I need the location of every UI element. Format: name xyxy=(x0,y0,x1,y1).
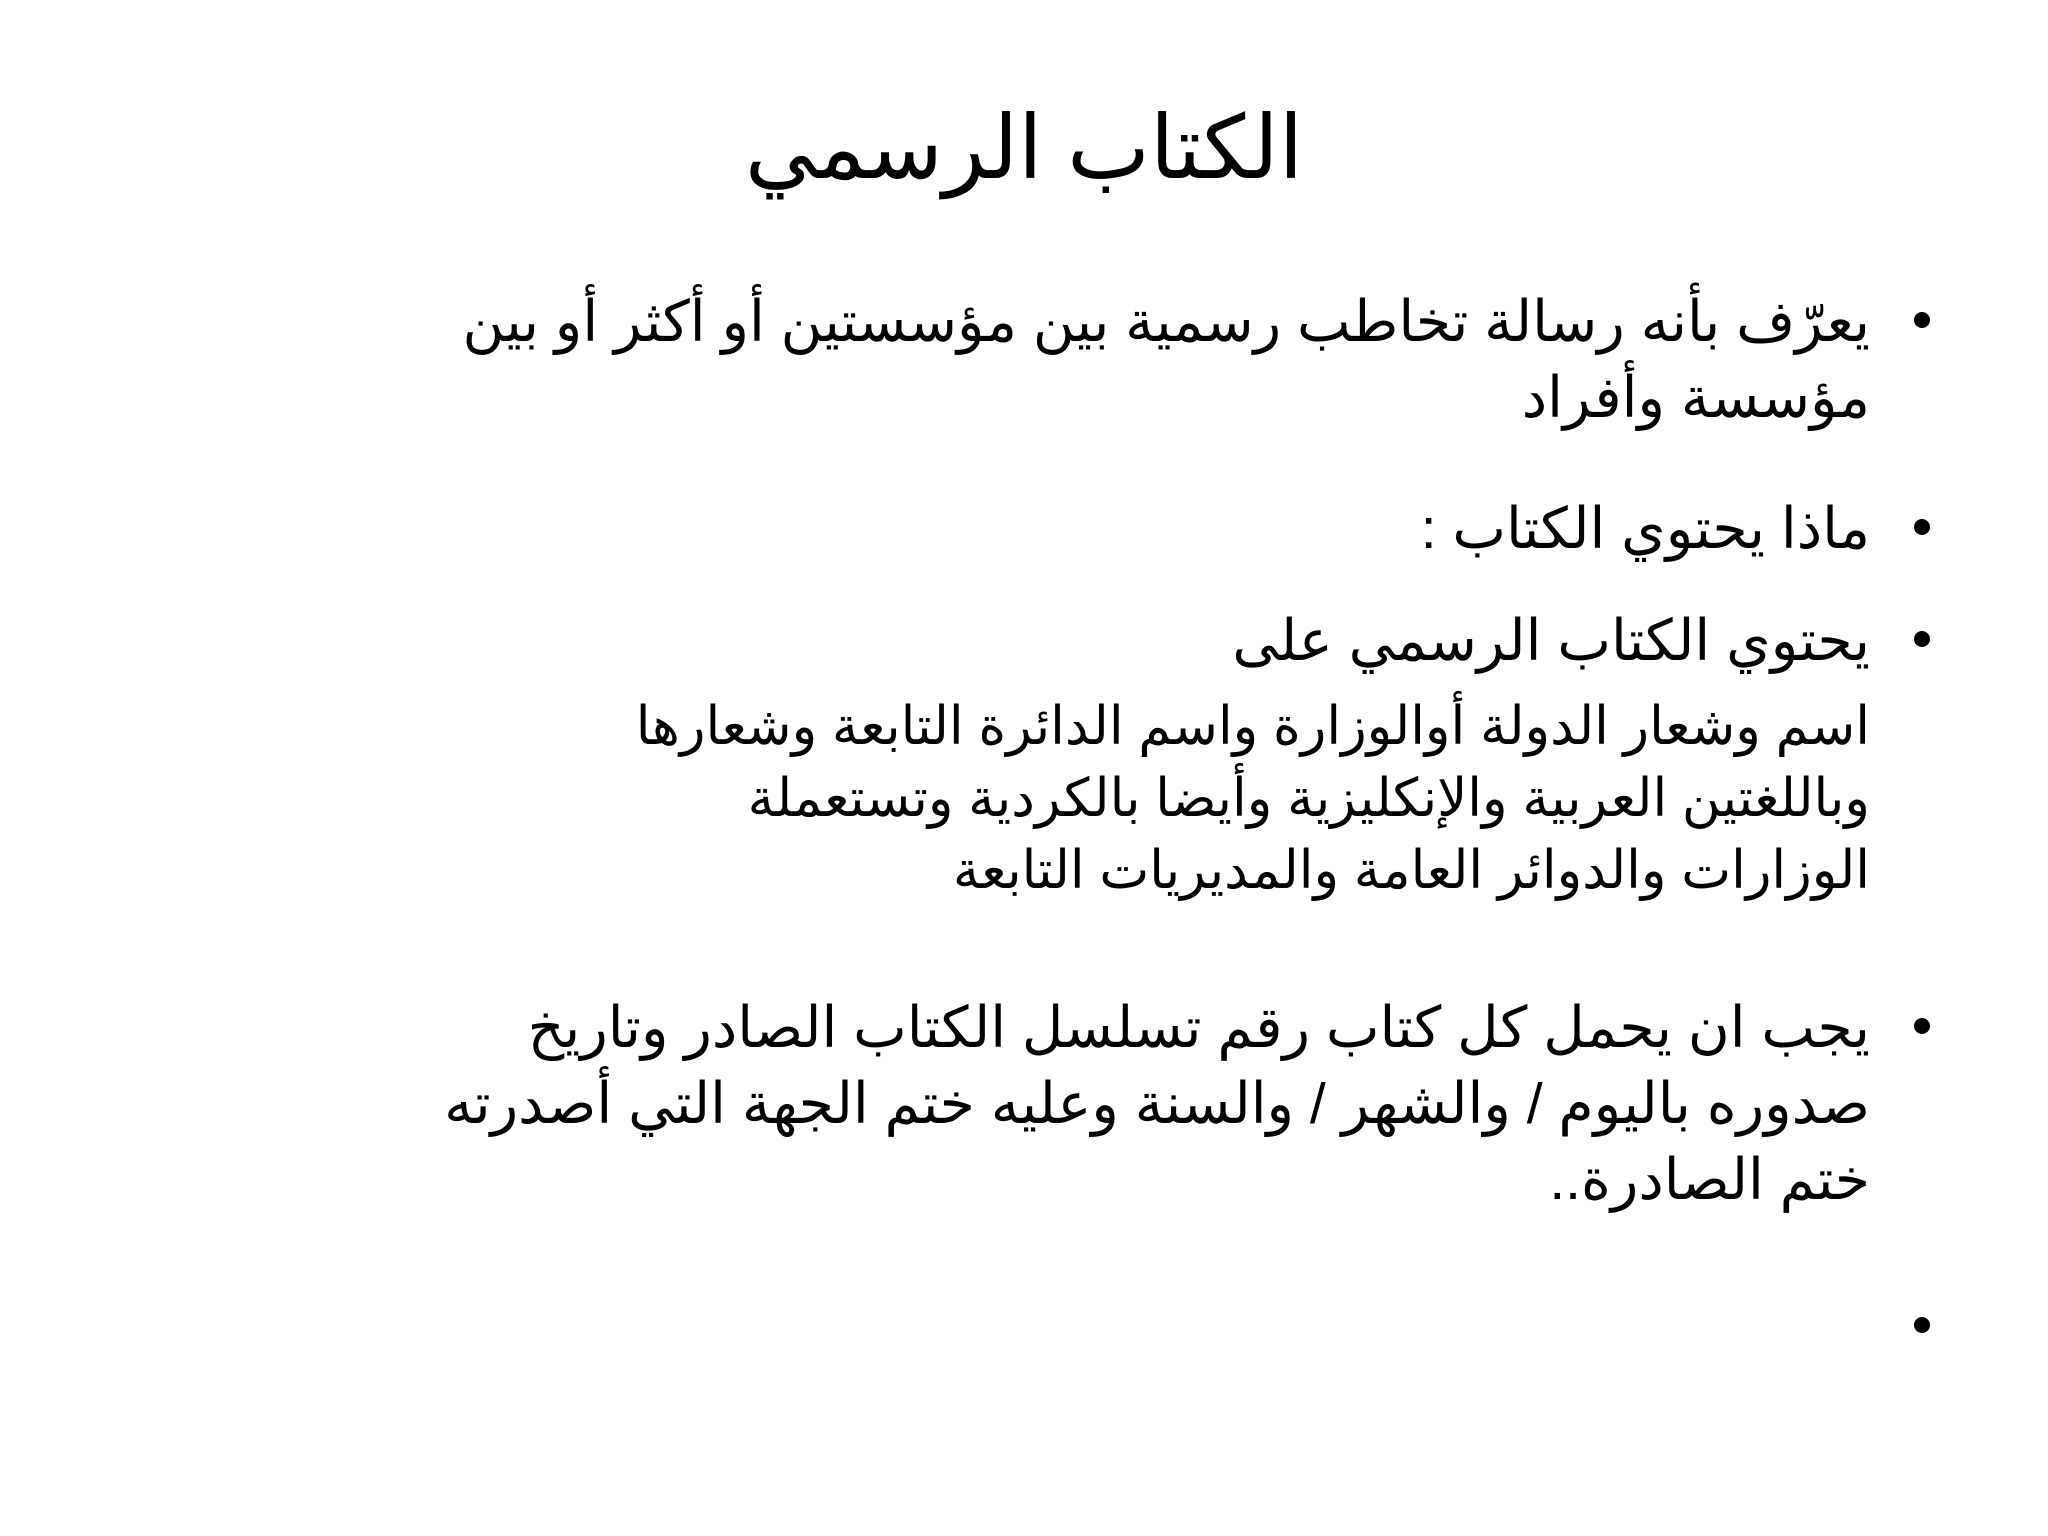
slide-title: الكتاب الرسمي xyxy=(744,98,1304,197)
bullet-dot xyxy=(1914,312,1930,328)
bullet-line: صدوره باليوم / والشهر / والسنة وعليه ختم الجهة التي أصدرته xyxy=(444,1072,1870,1136)
bullet-line: يجب ان يحمل كل كتاب رقم تسلسل الكتاب الصادر وتاريخ xyxy=(527,996,1870,1060)
bullet-dot xyxy=(1914,631,1930,647)
bullet-line: اسم وشعار الدولة أوالوزارة واسم الدائرة التابعة وشعارها xyxy=(635,697,1870,756)
bullet-dot xyxy=(1914,1018,1930,1034)
bullet-line: ماذا يحتوي الكتاب : xyxy=(1420,497,1870,561)
bullet-line: الوزارات والدوائر العامة والمديريات التابعة xyxy=(952,841,1870,900)
bullet-item-contents xyxy=(1232,603,1870,679)
bullet-line: ختم الصادرة.. xyxy=(1549,1148,1870,1212)
bullet-dot xyxy=(1914,519,1930,535)
bullet-line: وباللغتين العربية والإنكليزية وأيضا بالكردية وتستعملة xyxy=(747,769,1870,828)
bullet-line: يحتوي الكتاب الرسمي على xyxy=(1232,609,1870,673)
bullet-dot-empty xyxy=(1914,1317,1930,1333)
bullet-item-serial-number xyxy=(444,990,1870,1218)
bullet-item-definition xyxy=(463,284,1871,436)
bullet-line: يعرّف بأنه رسالة تخاطب رسمية بين مؤسستين أو أكثر أو بين xyxy=(462,290,1870,354)
bullet-item-contents-detail xyxy=(636,691,1870,907)
bullet-line: مؤسسة وأفراد xyxy=(1521,366,1870,430)
bullet-item-contents-question xyxy=(1421,491,1870,567)
